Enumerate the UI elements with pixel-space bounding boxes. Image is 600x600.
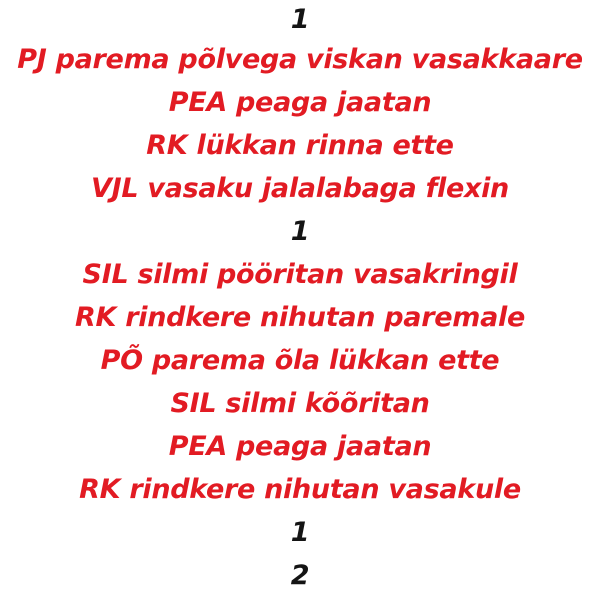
instruction-line: PÕ parema õla lükkan ette	[100, 345, 500, 376]
count-number-1: 1	[290, 517, 310, 548]
instruction-line: RK lükkan rinna ette	[146, 130, 454, 161]
instruction-line: VJL vasaku jalalabaga flexin	[91, 173, 509, 204]
count-number-1: 1	[290, 216, 310, 247]
instruction-line: RK rindkere nihutan vasakule	[79, 474, 521, 505]
instruction-line: PJ parema põlvega viskan vasakkaare	[17, 44, 583, 75]
instruction-line: RK rindkere nihutan paremale	[75, 302, 525, 333]
instruction-line: SIL silmi kõõritan	[170, 388, 430, 419]
instruction-line: PEA peaga jaatan	[168, 87, 432, 118]
instruction-line: SIL silmi pööritan vasakringil	[82, 259, 518, 290]
instruction-line: PEA peaga jaatan	[168, 431, 432, 462]
count-number-2: 2	[290, 560, 310, 591]
count-number-1: 1	[290, 4, 310, 35]
